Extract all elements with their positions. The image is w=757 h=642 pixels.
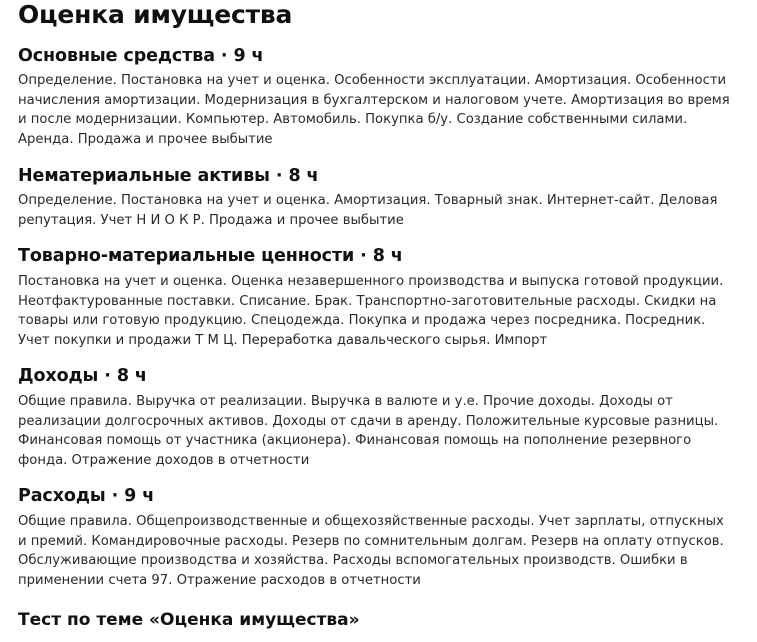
separator: · xyxy=(111,486,119,507)
separator: · xyxy=(220,45,228,66)
section-dohody xyxy=(18,366,743,470)
duration-value: 8 ч xyxy=(116,366,147,387)
separator: · xyxy=(104,366,111,387)
section-heading-text: Нематериальные активы xyxy=(18,165,270,186)
section-heading xyxy=(18,166,743,188)
test-heading: Тест по теме «Оценка имущества» xyxy=(18,610,360,631)
section-body: Общие правила. Общепроизводственные и общехозяйственные расходы. Учет зарплаты, отпускных и премий. Командировочные расходы. Резерв по сомнительным долгам. Резерв на оплату отпусков. Обслуживающие производства и хозяйства. Расходы вспомогательных производств. Ошибки в применении счета 97. Отражение расходов в отчетности xyxy=(18,514,724,588)
section-rashody xyxy=(18,486,743,590)
section-body: Общие правила. Выручка от реализации. Выручка в валюте и у.е. Прочие доходы. Доходы от реализации долгосрочных активов. Доходы от сдачи в аренду. Положительные курсовые разницы. Финансовая помощь от участника (акционера). Финансовая помощь на пополнение резервного фонда. Отражение доходов в отчетности xyxy=(18,394,719,468)
duration-value: 9 ч xyxy=(124,486,155,507)
section-body: Определение. Постановка на учет и оценка. Особенности эксплуатации. Амортизация. Особенности начисления амортизации. Модернизация в бухгалтерском и налоговом учете. Амортизация во время и после модернизации. Компьютер. Автомобиль. Покупка б/у. Создание собственными силами. Аренда. Продажа и прочее выбытие xyxy=(18,73,730,147)
section-duration xyxy=(104,366,147,386)
section-heading-text: Расходы xyxy=(18,486,106,507)
duration-value: 9 ч xyxy=(233,45,264,66)
section-duration xyxy=(112,486,155,506)
duration-value: 8 ч xyxy=(372,246,403,267)
section-heading xyxy=(18,486,743,508)
section-heading xyxy=(18,46,743,68)
separator: · xyxy=(360,246,367,267)
section-duration xyxy=(221,46,264,66)
section-nematerialnye-aktivy xyxy=(18,166,743,231)
section-osnovnye-sredstva xyxy=(18,46,743,150)
section-duration xyxy=(276,166,319,186)
section-heading xyxy=(18,366,743,388)
section-heading-text: Товарно-материальные ценности xyxy=(18,246,355,267)
section-heading-text: Доходы xyxy=(18,366,99,387)
section-tovarno-materialnye-cennosti xyxy=(18,246,743,350)
section-body: Определение. Постановка на учет и оценка. Амортизация. Товарный знак. Интернет-сайт. Деловая репутация. Учет Н И О К Р. Продажа и прочее выбытие xyxy=(18,193,718,228)
duration-value: 8 ч xyxy=(288,165,319,186)
page-title: Оценка имущества xyxy=(18,0,293,29)
separator: · xyxy=(275,165,283,186)
section-heading-text: Основные средства xyxy=(18,45,215,66)
section-duration xyxy=(360,246,403,266)
section-body: Постановка на учет и оценка. Оценка незавершенного производства и выпуска готовой продукции. Неотфактурованные поставки. Списание. Брак. Транспортно-заготовительные расходы. Скидки на товары или готовую продукцию. Спецодежда. Покупка и продажа через посредника. Посредник. Учет покупки и продажи Т М Ц. Переработка давальческого сырья. Импорт xyxy=(18,274,724,348)
section-heading xyxy=(18,246,743,268)
